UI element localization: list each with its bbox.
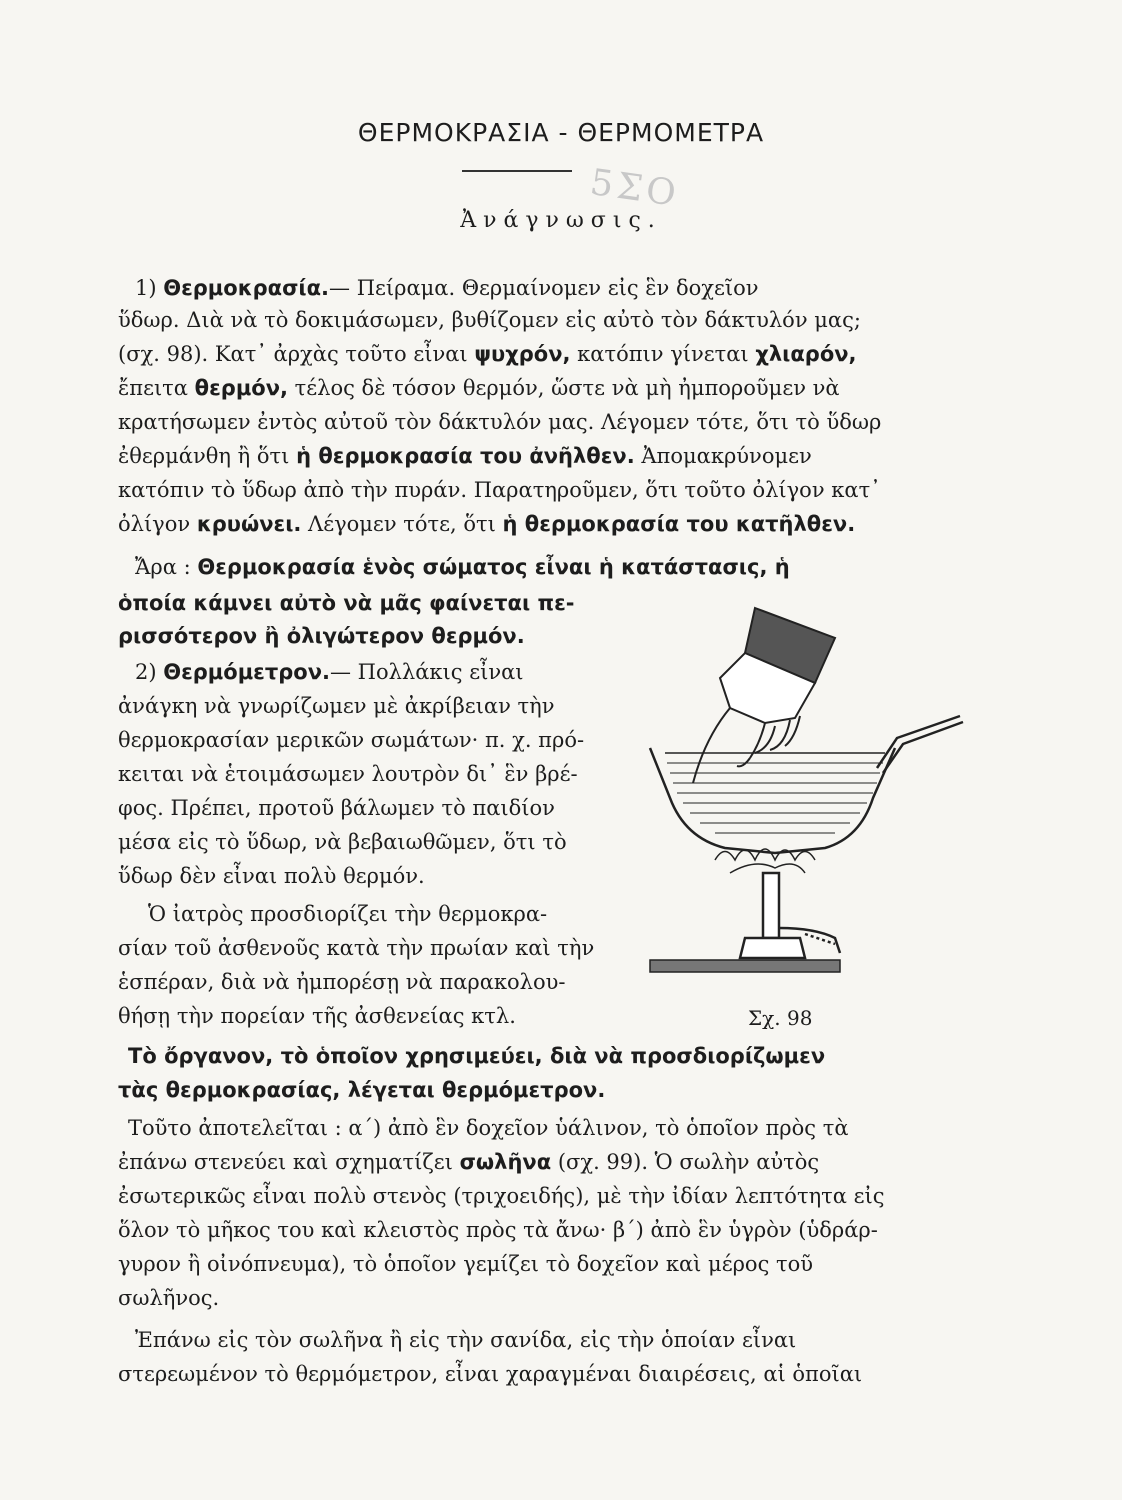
text-run: 2) (135, 660, 164, 684)
text-line (118, 304, 861, 336)
text-run: — Πολλάκις εἶναι (329, 660, 524, 684)
text-run: σίαν τοῦ ἀσθενοῦς κατὰ τὴν πρωίαν καὶ τὴν (118, 936, 595, 960)
text-line (148, 898, 547, 930)
text-line (118, 338, 857, 370)
bold-text-run: θερμόν, (194, 376, 288, 400)
text-run: θήσῃ τὴν πορείαν τῆς ἀσθενείας κτλ. (118, 1004, 516, 1028)
text-run: Ὁ ἰατρὸς προσδιορίζει τὴν θερμοκρα- (148, 902, 548, 926)
base-plate (650, 960, 840, 972)
figure-caption: Σχ. 98 (748, 1006, 813, 1030)
hand-illustration (693, 608, 835, 783)
bold-text-run: Θερμοκρασία. (163, 276, 330, 300)
title-divider (462, 170, 572, 172)
bold-text-run: Θερμόμετρον. (163, 660, 330, 684)
text-line (118, 758, 578, 790)
text-line (118, 587, 574, 619)
text-line (118, 932, 594, 964)
text-line (118, 474, 881, 506)
text-run: (σχ. 98). Κατ᾿ ἀρχὰς τοῦτο εἶναι (118, 342, 475, 366)
text-run: — Πείραμα. Θερμαίνομεν εἰς ἓν δοχεῖον (329, 276, 759, 300)
text-run: σωλῆνος. (118, 1286, 220, 1310)
text-line (135, 272, 759, 304)
pencil-mark: 5ΣΟ (587, 161, 683, 216)
text-line (118, 690, 555, 722)
text-run: ἐθερμάνθη ἢ ὅτι (118, 444, 297, 468)
text-run: ὀλίγον (118, 512, 197, 536)
page-title: ΘΕΡΜΟΚΡΑΣΙΑ - ΘΕΡΜΟΜΕΤΡΑ (357, 118, 765, 147)
text-line (118, 406, 881, 438)
text-line (118, 440, 812, 472)
text-run: κατόπιν γίνεται (570, 342, 756, 366)
text-line (118, 1074, 605, 1106)
bold-text-run: ὁποία κάμνει αὐτὸ νὰ μᾶς φαίνεται πε- (118, 591, 575, 615)
text-line (135, 1324, 796, 1356)
bold-text-run: Θερμοκρασία ἑνὸς σώματος εἶναι ἡ κατάστασις, ἡ (197, 555, 790, 579)
text-run: Ἄρα : (135, 555, 198, 579)
text-run: θερμοκρασίαν μερικῶν σωμάτων· π. χ. πρό- (118, 728, 585, 752)
text-line (118, 1000, 516, 1032)
text-line (118, 860, 425, 892)
text-line (118, 1214, 878, 1246)
bold-text-run: ρισσότερον ἢ ὀλιγώτερον θερμόν. (118, 624, 525, 648)
text-line (118, 1358, 862, 1390)
text-run: τέλος δὲ τόσον θερμόν, ὥστε νὰ μὴ ἠμποροῦμεν νὰ (287, 376, 840, 400)
text-run: ὕδωρ δὲν εἶναι πολὺ θερμόν. (118, 864, 425, 888)
text-run: κρατήσωμεν ἐντὸς αὐτοῦ τὸν δάκτυλόν μας. Λέγομεν τότε, ὅτι τὸ ὕδωρ (118, 410, 882, 434)
text-line (128, 1040, 825, 1072)
text-run: Ἀπομακρύνομεν (634, 444, 812, 468)
text-line (118, 620, 525, 652)
text-run: (σχ. 99). Ὁ σωλὴν αὐτὸς (551, 1150, 820, 1174)
bold-text-run: τὰς θερμοκρασίας, λέγεται θερμόμετρον. (118, 1078, 606, 1102)
basin-illustration (650, 716, 963, 853)
text-run: ὅλον τὸ μῆκος του καὶ κλειστὸς πρὸς τὰ ἄνω· β΄) ἀπὸ ἓν ὑγρὸν (ὑδράρ- (118, 1218, 878, 1242)
text-run: ὕδωρ. Διὰ νὰ τὸ δοκιμάσωμεν, βυθίζομεν εἰς αὐτὸ τὸν δάκτυλόν μας; (118, 308, 861, 332)
text-run: ἐπάνω στενεύει καὶ σχηματίζει (118, 1150, 460, 1174)
text-run: Ἐπάνω εἰς τὸν σωλῆνα ἢ εἰς τὴν σανίδα, εἰς τὴν ὁποίαν εἶναι (135, 1328, 797, 1352)
bold-text-run: ἡ θερμοκρασία του κατῆλθεν. (502, 512, 856, 536)
text-line (118, 792, 555, 824)
text-run: γυρον ἢ οἰνόπνευμα), τὸ ὁποῖον γεμίζει τὸ δοχεῖον καὶ μέρος τοῦ (118, 1252, 814, 1276)
text-line (118, 724, 584, 756)
text-run: ἑσπέραν, διὰ νὰ ἠμπορέσῃ νὰ παρακολου- (118, 970, 566, 994)
text-run: Τοῦτο ἀποτελεῖται : α΄) ἀπὸ ἓν δοχεῖον ὑάλινον, τὸ ὁποῖον πρὸς τὰ (128, 1116, 849, 1140)
text-run: στερεωμένον τὸ θερμόμετρον, εἶναι χαραγμέναι διαιρέσεις, αἱ ὁποῖαι (118, 1362, 863, 1386)
text-run: ἔπειτα (118, 376, 195, 400)
bold-text-run: χλιαρόν, (755, 342, 857, 366)
text-line (135, 551, 790, 583)
text-line (128, 1112, 849, 1144)
text-run: κατόπιν τὸ ὕδωρ ἀπὸ τὴν πυράν. Παρατηροῦμεν, ὅτι τοῦτο ὀλίγον κατ᾿ (118, 478, 881, 502)
text-run: 1) (135, 276, 164, 300)
figure-hand-in-water-over-burner (645, 598, 965, 988)
bold-text-run: Τὸ ὄργανον, τὸ ὁποῖον χρησιμεύει, διὰ νὰ προσδιορίζωμεν (128, 1044, 826, 1068)
text-line (118, 1282, 219, 1314)
bold-text-run: σωλῆνα (459, 1150, 552, 1174)
burner-illustration (740, 873, 840, 958)
text-line (118, 508, 855, 540)
text-run: ἐσωτερικῶς εἶναι πολὺ στενὸς (τριχοειδής), μὲ τὴν ἰδίαν λεπτότητα εἰς (118, 1184, 885, 1208)
text-line (118, 966, 566, 998)
text-run: φος. Πρέπει, προτοῦ βάλωμεν τὸ παιδίον (118, 796, 555, 820)
text-line (118, 1180, 885, 1212)
text-line (118, 826, 567, 858)
text-line (118, 1146, 819, 1178)
text-run: μέσα εἰς τὸ ὕδωρ, νὰ βεβαιωθῶμεν, ὅτι τὸ (118, 830, 567, 854)
bold-text-run: κρυώνει. (196, 512, 302, 536)
text-run: κειται νὰ ἑτοιμάσωμεν λουτρὸν δι᾿ ἓν βρέ- (118, 762, 578, 786)
text-line (118, 1248, 813, 1280)
text-line (135, 656, 524, 688)
text-line (118, 372, 840, 404)
text-run: ἀνάγκη νὰ γνωρίζωμεν μὲ ἀκρίβειαν τὴν (118, 694, 555, 718)
section-subtitle: Ἀνάγνωσις. (460, 208, 662, 233)
bold-text-run: ψυχρόν, (474, 342, 571, 366)
text-run: Λέγομεν τότε, ὅτι (301, 512, 503, 536)
bold-text-run: ἡ θερμοκρασία του ἀνῆλθεν. (296, 444, 635, 468)
